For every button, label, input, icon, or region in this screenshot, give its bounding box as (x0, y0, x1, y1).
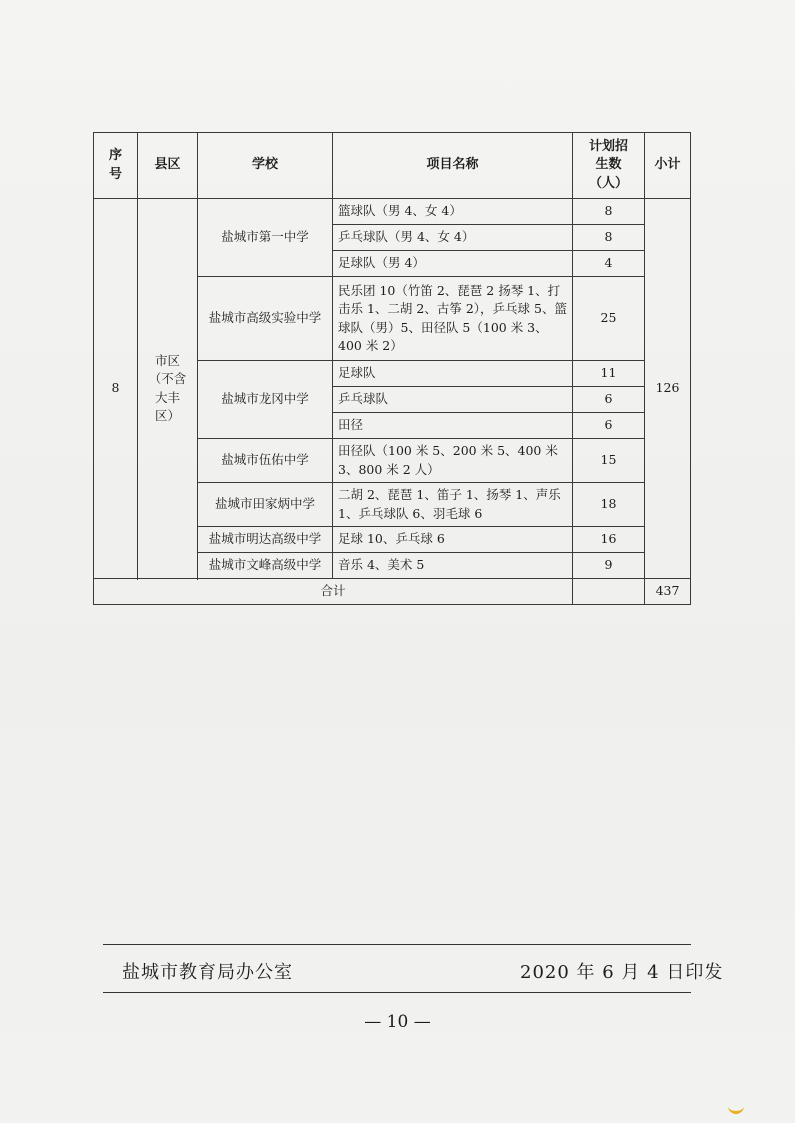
header-district: 县区 (138, 133, 198, 199)
plan-count: 8 (573, 199, 645, 225)
plan-count: 6 (573, 387, 645, 413)
project-name: 乒乓球队（男 4、女 4） (333, 225, 573, 251)
header-index: 序号 (94, 133, 138, 199)
plan-count: 16 (573, 527, 645, 553)
total-value: 437 (645, 579, 691, 605)
table-row (94, 199, 691, 225)
project-name: 音乐 4、美术 5 (333, 553, 573, 579)
project-name: 民乐团 10（竹笛 2、琵琶 2 扬琴 1、打击乐 1、二胡 2、古筝 2），乒乓球 5、篮球队（男）5、田径队 5（100 米 3、400 米 2） (333, 277, 573, 361)
school-name: 盐城市高级实验中学 (198, 277, 333, 361)
project-name: 田径 (333, 413, 573, 439)
group-district: 市区（不含大丰区） (138, 199, 198, 579)
header-project: 项目名称 (333, 133, 573, 199)
plan-count: 25 (573, 277, 645, 361)
project-name: 二胡 2、琵琶 1、笛子 1、扬琴 1、声乐 1、乒乓球队 6、羽毛球 6 (333, 483, 573, 527)
school-name: 盐城市伍佑中学 (198, 439, 333, 483)
footer-office: 盐城市教育局办公室 (122, 962, 293, 983)
header-plan: 计划招生数（人） (573, 133, 645, 199)
project-name: 足球队 (333, 361, 573, 387)
group-subtotal: 126 (645, 199, 691, 579)
total-row (94, 579, 691, 605)
footer-date: 2020 年 6 月 4 日印发 (520, 962, 724, 983)
group-index: 8 (94, 199, 138, 579)
project-name: 足球 10、乒乓球 6 (333, 527, 573, 553)
footer-top-rule (103, 944, 691, 945)
plan-count: 8 (573, 225, 645, 251)
school-name: 盐城市田家炳中学 (198, 483, 333, 527)
plan-count: 6 (573, 413, 645, 439)
plan-count: 18 (573, 483, 645, 527)
header-school: 学校 (198, 133, 333, 199)
enrollment-quota-table (93, 132, 691, 605)
project-name: 田径队（100 米 5、200 米 5、400 米 3、800 米 2 人） (333, 439, 573, 483)
school-name: 盐城市明达高级中学 (198, 527, 333, 553)
page-number: — 10 — (364, 1012, 431, 1032)
table-header-row (94, 133, 691, 199)
project-name: 篮球队（男 4、女 4） (333, 199, 573, 225)
project-name: 乒乓球队 (333, 387, 573, 413)
total-label: 合计 (94, 579, 573, 605)
footer-bottom-rule (103, 992, 691, 993)
project-name: 足球队（男 4） (333, 251, 573, 277)
total-plan-empty (573, 579, 645, 605)
plan-count: 11 (573, 361, 645, 387)
plan-count: 9 (573, 553, 645, 579)
school-name: 盐城市第一中学 (198, 199, 333, 277)
school-name: 盐城市龙冈中学 (198, 361, 333, 439)
plan-count: 4 (573, 251, 645, 277)
plan-count: 15 (573, 439, 645, 483)
school-name: 盐城市文峰高级中学 (198, 553, 333, 579)
header-subtotal: 小计 (645, 133, 691, 199)
